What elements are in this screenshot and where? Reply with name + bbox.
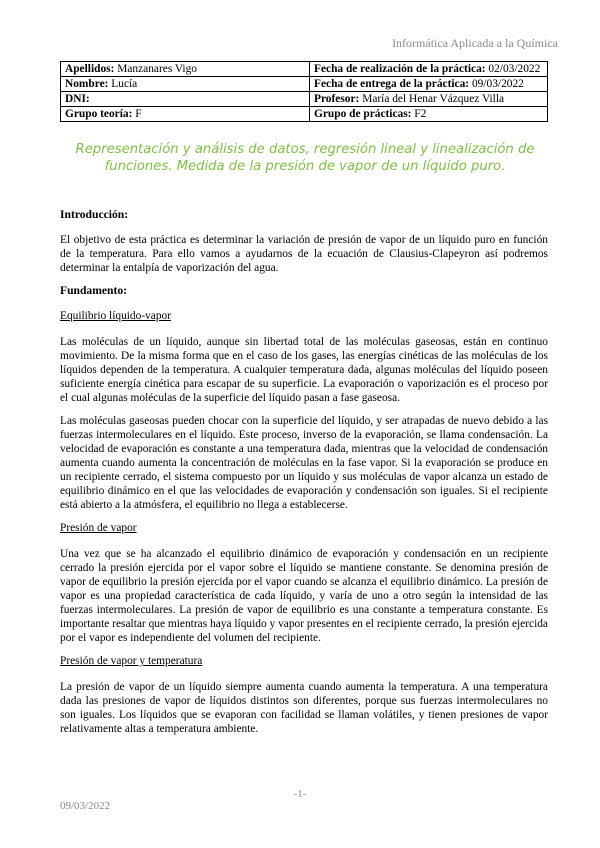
- theory-group-cell: [61, 107, 310, 122]
- dni-cell: [61, 92, 310, 107]
- info-table: [60, 61, 548, 122]
- section-title-vapor-pressure: Presión de vapor: [60, 522, 137, 534]
- intro-heading: Introducción:: [60, 208, 129, 221]
- surname-cell: [61, 62, 310, 77]
- theory-group-value: F: [132, 107, 142, 120]
- section-title-equilibrium: Equilibrio líquido-vapor: [60, 310, 172, 322]
- professor-cell: [310, 92, 548, 107]
- paragraph: Las moléculas gaseosas pueden chocar con la superficie del líquido, y ser atrapadas de nuevo debido a las fuerzas intermoleculares en el líquido. Este proceso, inverso de la evaporación, se llama condensación. La velocidad de evaporación es constante a una temperatura dada, mientras que la velocidad de condensación aumenta cuando aumenta la concentración de moléculas en la fase vapor. Si la evaporación se produce en un recipiente cerrado, el sistema compuesto por un líquido y sus moléculas de vapor alcanza un estado de equilibrio dinámico en el que las velocidades de evaporación y condensación son iguales. Si el recipiente está abierto a la atmósfera, el equilibrio no llega a establecerse.: [60, 415, 548, 511]
- name-label: Nombre:: [65, 77, 109, 90]
- date-done-label: Fecha de realización de la práctica:: [314, 62, 486, 75]
- practice-group-value: F2: [411, 107, 427, 120]
- practice-group-label: Grupo de prácticas:: [314, 107, 412, 120]
- name-cell: [61, 77, 310, 92]
- date-delivery-value: 09/03/2022: [469, 77, 524, 90]
- paragraph: La presión de vapor de un líquido siempre aumenta cuando aumenta la temperatura. A una temperatura dada las presiones de vapor de líquidos distintos son diferentes, porque sus fuerzas intermoleculares no son iguales. Los líquidos que se evaporan con facilidad se llaman volátiles, y tienen presiones de vapor relativamente altas a temperatura ambiente.: [60, 681, 548, 735]
- paragraph: Las moléculas de un líquido, aunque sin libertad total de las moléculas gaseosas, están en continuo movimiento. De la misma forma que en el caso de los gases, las energías cinéticas de las moléculas de los líquidos dependen de la temperatura. A cualquier temperatura dada, algunas moléculas del líquido poseen suficiente energía cinética para escapar de su superficie. La evaporación o vaporización es el proceso por el cual algunas moléculas de la superficie del líquido pasan a fase gaseosa.: [60, 336, 548, 404]
- name-value: Lucía: [108, 77, 138, 90]
- date-done-cell: [310, 62, 548, 77]
- document-body: [60, 208, 548, 745]
- date-delivery-label: Fecha de entrega de la práctica:: [314, 77, 470, 90]
- theory-group-label: Grupo teoría:: [65, 107, 133, 120]
- intro-paragraph: El objetivo de esta práctica es determinar la variación de presión de vapor de un líquido puro en función de la temperatura. Para ello vamos a ayudarnos de la ecuación de Clausius-Clapeyron así podremos determinar la entalpía de vaporización del agua.: [60, 234, 548, 274]
- section-title-pressure-temperature: Presión de vapor y temperatura: [60, 655, 203, 667]
- paragraph: Una vez que se ha alcanzado el equilibrio dinámico de evaporación y condensación en un recipiente cerrado la presión ejercida por el vapor sobre el líquido se mantiene constante. Se denomina presión de vapor de equilibrio la presión ejercida por el vapor cuando se alcanza el equilibrio dinámico. La presión de vapor es una propiedad característica de cada líquido, y varía de uno a otro según la intensidad de las fuerzas intermoleculares. La presión de vapor de equilibrio es una constante a temperatura constante. Es importante resaltar que mientras haya líquido y vapor presentes en el recipiente cerrado, la presión ejercida por el vapor es independiente del volumen del recipiente.: [60, 548, 548, 644]
- date-done-value: 02/03/2022: [485, 62, 541, 75]
- date-delivery-cell: [310, 77, 548, 92]
- surname-label: Apellidos:: [65, 62, 115, 75]
- page-number: -1-: [293, 788, 307, 800]
- info-row: [61, 62, 548, 77]
- professor-value: María del Henar Vázquez Villa: [359, 92, 505, 105]
- surname-value: Manzanares Vigo: [114, 62, 197, 75]
- footer-date: 09/03/2022: [60, 800, 111, 812]
- info-row: [61, 77, 548, 92]
- header-course: Informática Aplicada a la Química: [392, 36, 558, 50]
- document-title: Representación y análisis de datos, regresión lineal y linealización de funciones. Medida de la presión de vapor de un líquido puro.: [75, 142, 535, 174]
- info-row: [61, 92, 548, 107]
- practice-group-cell: [310, 107, 548, 122]
- professor-label: Profesor:: [314, 92, 360, 105]
- dni-label: DNI:: [65, 92, 90, 105]
- info-row: [61, 107, 548, 122]
- fundamento-heading: Fundamento:: [60, 284, 127, 297]
